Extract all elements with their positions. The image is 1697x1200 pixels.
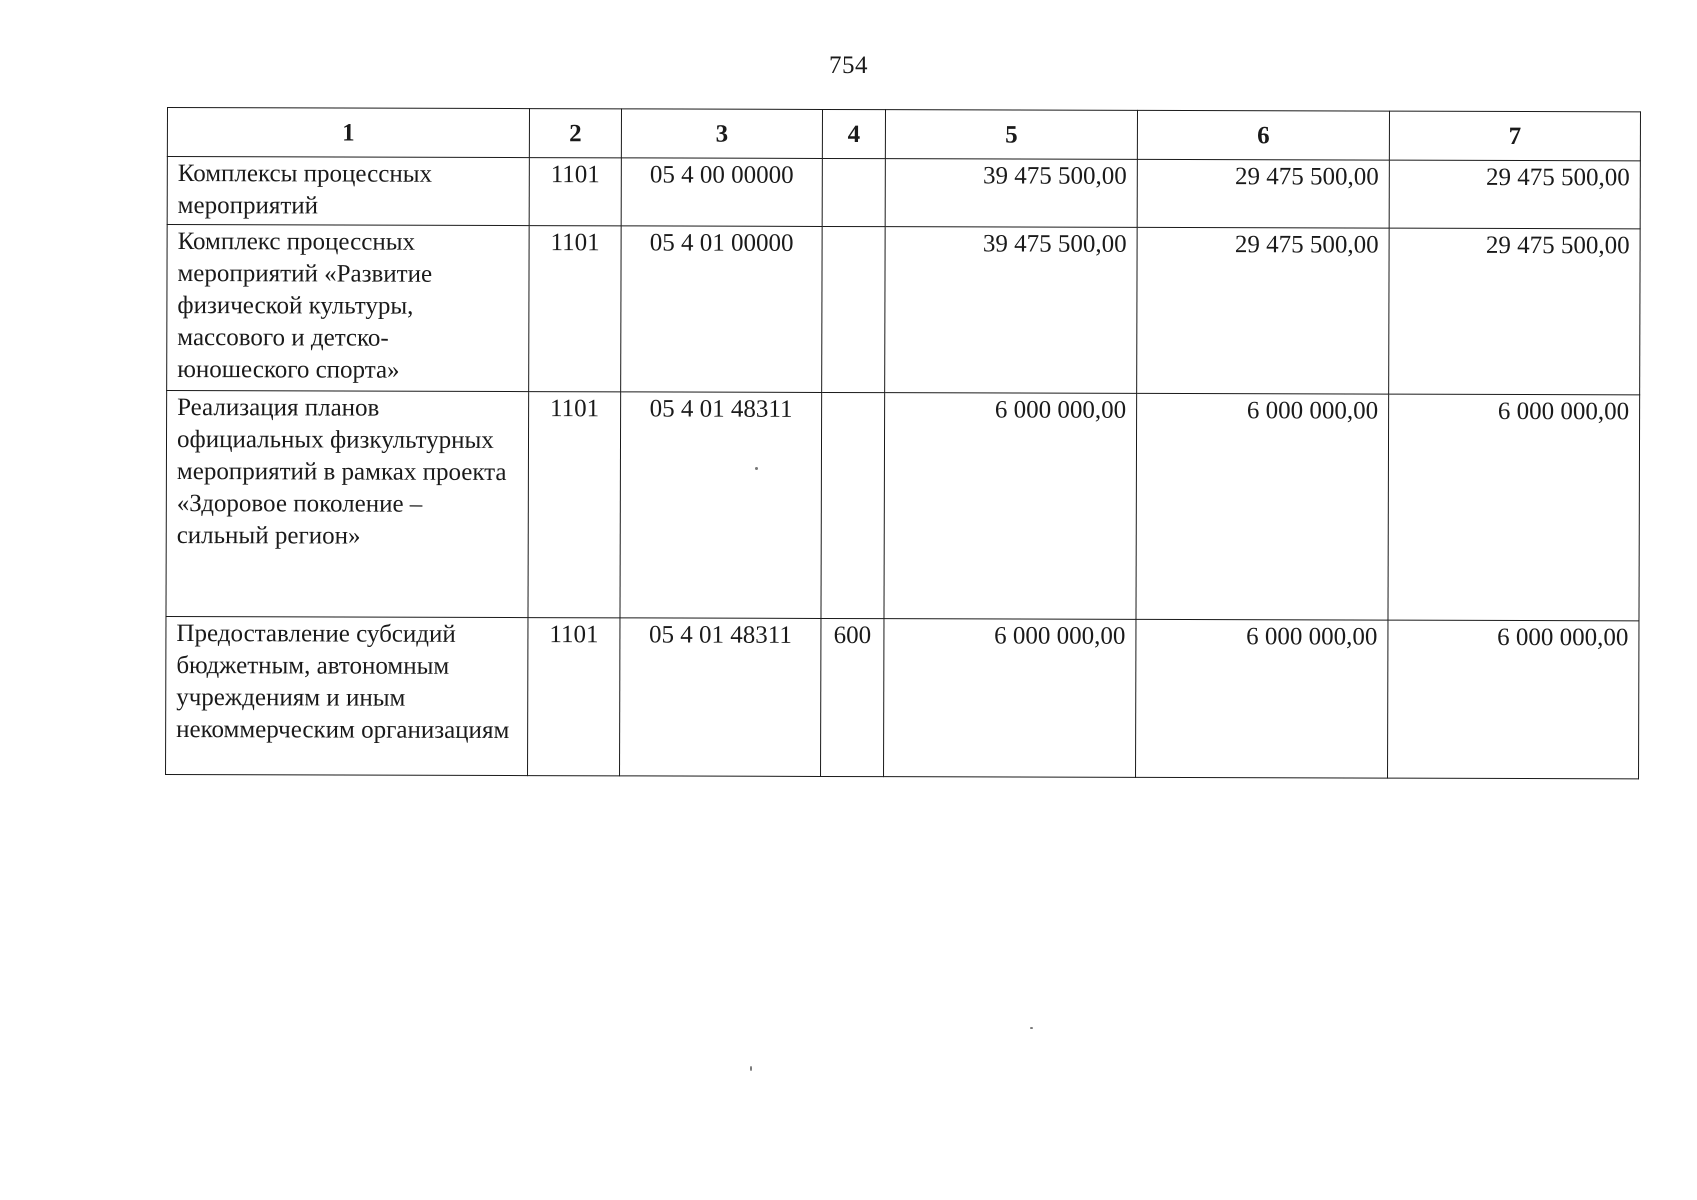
- row-name: Комплексы процессных мероприятий: [167, 157, 529, 226]
- row-name: Предоставление субсидий бюджетным, автономным учреждениям и иным некоммерческим организациям: [166, 616, 528, 775]
- row-amount-2: 29 475 500,00: [1137, 227, 1389, 394]
- row-expense-type: [822, 226, 885, 392]
- scan-speck: [755, 467, 758, 470]
- row-amount-3: 6 000 000,00: [1388, 620, 1639, 779]
- row-amount-2: 6 000 000,00: [1136, 619, 1388, 778]
- table-row: [166, 391, 1640, 621]
- row-name: Комплекс процессных мероприятий «Развитие физической культуры, массового и детско-юношеского спорта»: [167, 225, 529, 392]
- row-expense-type: [821, 392, 885, 618]
- header-col-3: 3: [621, 109, 822, 159]
- budget-sheet: [165, 107, 1640, 779]
- row-section: 1101: [528, 392, 621, 618]
- row-target-code: 05 4 01 48311: [620, 618, 821, 777]
- page-number: 754: [829, 52, 868, 79]
- row-section: 1101: [529, 226, 621, 392]
- row-amount-1: 39 475 500,00: [885, 227, 1137, 394]
- header-col-7: 7: [1389, 111, 1640, 161]
- header-col-2: 2: [529, 109, 621, 158]
- row-target-code: 05 4 01 00000: [621, 226, 822, 393]
- row-target-code: 05 4 01 48311: [620, 392, 822, 619]
- budget-table: [165, 107, 1641, 779]
- scan-speck: [1030, 1027, 1033, 1029]
- header-col-4: 4: [822, 109, 885, 158]
- row-expense-type: [822, 158, 885, 226]
- header-row: [167, 108, 1640, 161]
- table-row: [167, 157, 1640, 229]
- row-expense-type: 600: [821, 618, 884, 776]
- row-amount-3: 29 475 500,00: [1389, 228, 1640, 395]
- row-amount-2: 6 000 000,00: [1136, 393, 1389, 620]
- header-col-5: 5: [885, 110, 1137, 160]
- row-amount-1: 6 000 000,00: [884, 393, 1137, 620]
- row-amount-2: 29 475 500,00: [1137, 159, 1389, 228]
- scan-speck: [750, 1066, 752, 1071]
- header-col-1: 1: [167, 108, 529, 158]
- row-section: 1101: [528, 618, 620, 776]
- row-amount-3: 29 475 500,00: [1389, 160, 1640, 229]
- row-target-code: 05 4 00 00000: [621, 158, 822, 227]
- row-amount-3: 6 000 000,00: [1388, 394, 1640, 621]
- row-section: 1101: [529, 158, 621, 226]
- row-amount-1: 6 000 000,00: [884, 619, 1136, 778]
- row-amount-1: 39 475 500,00: [885, 159, 1137, 228]
- table-row: [167, 225, 1640, 395]
- row-name: Реализация планов официальных физкультурных мероприятий в рамках проекта «Здоровое поколение – сильный регион»: [166, 391, 529, 618]
- header-col-6: 6: [1137, 110, 1389, 160]
- table-row: [166, 616, 1639, 778]
